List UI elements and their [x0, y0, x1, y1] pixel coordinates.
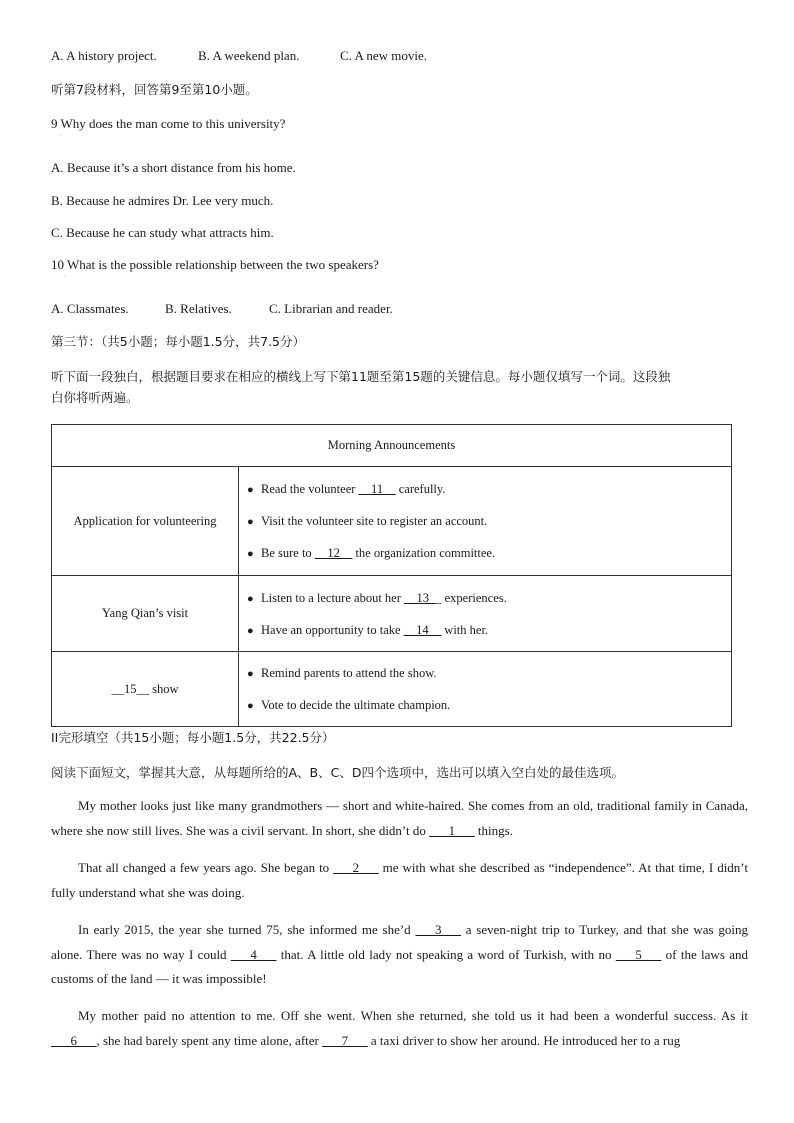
q10-marker: ·: [64, 274, 66, 280]
announcements-table: [51, 424, 732, 727]
q9-option-b: B. Because he admires Dr. Lee very much.: [51, 193, 274, 208]
list-item: ● Remind parents to attend the show.: [247, 657, 731, 689]
blank-7: ___7___: [322, 1032, 368, 1048]
blank-2: ___2___: [333, 860, 379, 875]
list-item: ● Read the volunteer __11__ carefully.: [247, 473, 731, 505]
section3-title: 第三节：（共5小题；每小题1.5分，共7.5分）: [51, 334, 305, 349]
table-row: [52, 467, 732, 576]
passage-paragraph-1: My mother looks just like many grandmothers — short and white-haired. She comes from an old, traditional family in Canada, where she now still lives. She was a civil servant. In short, she didn’t do ___1___ things.: [51, 798, 748, 838]
blank-6: ___6___: [51, 1032, 97, 1048]
passage-paragraph-2: That all changed a few years ago. She began to ___2___ me with what she described as “independence”. At that time, I didn’t fully understand what she was doing.: [51, 860, 749, 900]
q10-option-c: C. Librarian and reader.: [269, 301, 393, 316]
list-item: ● Listen to a lecture about her __13__ experiences.: [247, 582, 731, 614]
row-items: [239, 652, 732, 727]
bullet-icon: ●: [247, 624, 254, 637]
q10-options: [51, 301, 393, 317]
bullet-icon: ●: [247, 516, 254, 528]
table-row: [52, 576, 732, 652]
q9-stem: 9 Why does the man come to this university?: [51, 116, 286, 131]
section3-instruction-line2: 白你将听两遍。: [51, 390, 139, 405]
row-items: [239, 467, 732, 576]
q9-marker: ·: [60, 133, 62, 139]
q8-options: [51, 48, 427, 64]
row-label-visit: Yang Qian’s visit: [52, 576, 239, 652]
list-item: ● Visit the volunteer site to register an account.: [247, 505, 731, 537]
row-label-volunteering: Application for volunteering: [52, 467, 239, 576]
section2-instruction: 阅读下面短文，掌握其大意，从每题所给的A、B、C、D四个选项中，选出可以填入空白处的最佳选项。: [51, 765, 624, 780]
bullet-icon: ●: [247, 700, 254, 712]
section-7-instruction: 听第7段材料，回答第9至第10小题。: [51, 82, 258, 97]
blank-5: ___5___: [615, 946, 662, 962]
blank-1: ___1___: [429, 822, 475, 838]
blank-3: ___3___: [415, 922, 461, 937]
bullet-icon: ●: [247, 592, 254, 605]
row-label-show: __15__ show: [52, 652, 239, 727]
table-title: Morning Announcements: [52, 425, 732, 467]
blank-11: __11__: [358, 482, 396, 496]
section3-instruction-line1: 听下面一段独白，根据题目要求在相应的横线上写下第11题至第15题的关键信息。每小题仅填写一个词。这段独: [51, 369, 671, 384]
q8-option-c: C. A new movie.: [340, 48, 428, 63]
list-item: ● Vote to decide the ultimate champion.: [247, 689, 731, 721]
passage-paragraph-4: My mother paid no attention to me. Off she went. When she returned, she told us it had been a wonderful success. As it ___6___, she had barely spent any time alone, after ___7___ a taxi driver to show her around. He introduced her to a rug: [51, 1008, 748, 1048]
passage-paragraph-3: In early 2015, the year she turned 75, she informed me she’d ___3___ a seven-night trip to Turkey, and that she was going alone. There was no way I could ___4___ that. A little old lady not speaking a word of Turkish, with no ___5___ of the laws and customs of the land — it was impossible!: [51, 922, 749, 986]
q8-option-b: B. A weekend plan.: [198, 48, 300, 63]
blank-12: __12__: [314, 546, 353, 560]
q10-stem: 10 What is the possible relationship between the two speakers?: [51, 257, 379, 272]
q10-option-b: B. Relatives.: [165, 301, 232, 316]
row-items: [239, 576, 732, 652]
q8-option-a: A. A history project.: [51, 48, 157, 63]
q9-option-c: C. Because he can study what attracts him.: [51, 225, 274, 240]
list-item: ● Be sure to __12__ the organization committee.: [247, 537, 731, 569]
blank-14: __14__: [403, 622, 442, 637]
section2-title: II完形填空（共15小题；每小题1.5分，共22.5分）: [51, 730, 335, 745]
q10-option-a: A. Classmates.: [51, 301, 129, 316]
q9-option-a: A. Because it’s a short distance from his home.: [51, 160, 296, 175]
table-row: [52, 652, 732, 727]
blank-13: __13_: [404, 590, 436, 605]
blank-4: ___4___: [230, 946, 277, 962]
bullet-icon: ●: [247, 668, 254, 680]
list-item: ● Have an opportunity to take __14__ with her.: [247, 614, 731, 646]
bullet-icon: ●: [247, 484, 254, 496]
bullet-icon: ●: [247, 548, 254, 560]
